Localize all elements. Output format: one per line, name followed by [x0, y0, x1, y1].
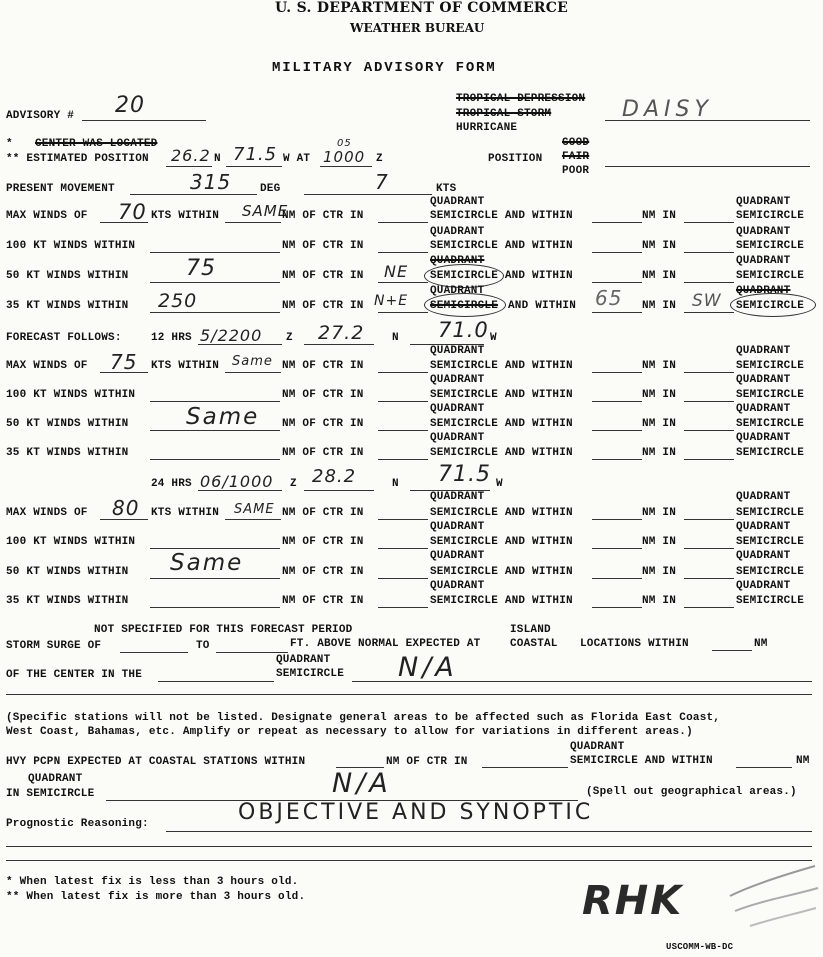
and-within-text: AND WITHIN: [504, 240, 573, 252]
quadrant-label: QUADRANT: [430, 374, 485, 386]
w100-label: 100 KT WINDS WITHIN: [6, 536, 136, 548]
position-z: Z: [376, 153, 383, 165]
quadrant-label: QUADRANT: [430, 255, 485, 267]
semicircle-text: SEMICIRCLE: [430, 447, 499, 459]
storm-name: DAISY: [622, 97, 713, 122]
current-max-wind: 70: [118, 200, 147, 224]
quadrant-label: QUADRANT: [736, 255, 791, 267]
w35-label: 35 KT WINDS WITHIN: [6, 447, 129, 459]
and-within-text: AND WITHIN: [508, 300, 577, 312]
quadrant-blank-line: [378, 459, 428, 460]
quality-poor: POOR: [562, 165, 590, 177]
pcpn-nm: NM: [796, 755, 810, 767]
and-within-blank-line: [592, 578, 642, 579]
nm-ctr-in-label: NM OF CTR IN: [282, 210, 364, 222]
semicircle-text: SEMICIRCLE: [430, 418, 499, 430]
semicircle-and-within-label: [430, 507, 573, 519]
pcpn-within-line: [736, 767, 792, 768]
surge-quad-line: [158, 681, 274, 682]
w50-label: 50 KT WINDS WITHIN: [6, 270, 129, 282]
nm-ctr-in-label: NM OF CTR IN: [282, 240, 364, 252]
current-max-wind-line: [100, 222, 148, 223]
quadrant-label: QUADRANT: [430, 550, 485, 562]
w35-nm-line: [150, 312, 280, 313]
and-within-text: AND WITHIN: [504, 360, 573, 372]
nm-in-label: NM IN: [642, 595, 677, 607]
nm-in-blank-line: [684, 519, 734, 520]
w50-nm-line: [150, 430, 280, 431]
w50-nm-line: [150, 282, 280, 283]
pcpn-quadrant: QUADRANT: [570, 741, 625, 753]
semicircle-and-within-label: [430, 536, 573, 548]
hrs24-label: 24 HRS: [151, 478, 192, 490]
pcpn-in-semicircle: IN SEMICIRCLE: [6, 788, 95, 800]
nm-in-blank-line: [684, 607, 734, 608]
movement-deg-line: [130, 194, 257, 195]
surge-not-specified: NOT SPECIFIED FOR THIS FORECAST PERIOD: [94, 624, 353, 636]
position-lat: 26.2: [171, 146, 211, 165]
kts-within-label: KTS WITHIN: [151, 507, 220, 519]
kts-within-label: KTS WITHIN: [151, 360, 220, 372]
w100-blank-line: [150, 548, 280, 549]
note-line2: West Coast, Bahamas, etc. Amplify or repeat as necessary to allow for variations in different areas.): [6, 726, 693, 738]
quadrant-label: QUADRANT: [430, 432, 485, 444]
pcpn-label: HVY PCPN EXPECTED AT COASTAL STATIONS WITHIN: [6, 756, 306, 768]
nm-in-blank-line: [684, 459, 734, 460]
estimated-position-label: ** ESTIMATED POSITION: [6, 153, 149, 165]
fc12-w50-text: Same: [186, 404, 260, 430]
w100-blank-line: [150, 401, 280, 402]
fc24-lat-line: [304, 490, 374, 491]
prognostic-label: Prognostic Reasoning:: [6, 818, 149, 830]
nm-in-label: NM IN: [642, 300, 677, 312]
signature-initials: RHK: [582, 878, 684, 924]
and-within-blank-line: [592, 548, 642, 549]
advisory-label: ADVISORY #: [6, 110, 75, 122]
forecast-follows-label: FORECAST FOLLOWS:: [6, 332, 122, 344]
semicircle-label: SEMICIRCLE: [736, 566, 805, 578]
nm-in-blank-line: [684, 548, 734, 549]
surge-locations: LOCATIONS WITHIN: [580, 638, 689, 650]
w100-blank-line: [150, 252, 280, 253]
w35-label: 35 KT WINDS WITHIN: [6, 595, 129, 607]
semicircle-label: SEMICIRCLE: [736, 210, 805, 222]
max-winds-label: MAX WINDS OF: [6, 210, 88, 222]
nm-ctr-in-label: NM OF CTR IN: [282, 418, 364, 430]
fc12-z: Z: [286, 332, 293, 344]
hrs12-label: 12 HRS: [151, 332, 192, 344]
quadrant-label: QUADRANT: [430, 285, 485, 297]
position-time-small: 05: [337, 138, 352, 149]
current-w50-quad: NE: [384, 262, 409, 281]
quality-line: [605, 166, 810, 167]
quadrant-blank-line: [378, 252, 428, 253]
and-within-blank-line: [592, 519, 642, 520]
dept-title: U. S. DEPARTMENT OF COMMERCE: [275, 0, 569, 16]
quadrant-label: QUADRANT: [736, 491, 791, 503]
quadrant-blank-line: [378, 312, 428, 313]
bureau-title: WEATHER BUREAU: [350, 21, 485, 35]
current-max-within-line: [225, 222, 281, 223]
fc24-lat: 28.2: [312, 466, 357, 487]
quadrant-label: QUADRANT: [430, 226, 485, 238]
fc12-time-line: [198, 344, 282, 345]
surge-ft-above: FT. ABOVE NORMAL EXPECTED AT: [290, 638, 481, 650]
kts-within-label: KTS WITHIN: [151, 210, 220, 222]
prognostic-value: OBJECTIVE AND SYNOPTIC: [238, 800, 594, 825]
surge-from-line: [120, 652, 188, 653]
nm-ctr-in-label: NM OF CTR IN: [282, 507, 364, 519]
nm-in-blank-line: [684, 430, 734, 431]
semicircle-label: SEMICIRCLE: [736, 300, 805, 312]
fc12-lat-line: [304, 344, 374, 345]
and-within-blank-line: [592, 430, 642, 431]
and-within-blank-line: [592, 282, 642, 283]
fc12-max-wind-line: [100, 372, 148, 373]
and-within-text: AND WITHIN: [504, 536, 573, 548]
quadrant-label: QUADRANT: [430, 345, 485, 357]
current-w35-and-quad: SW: [692, 291, 722, 311]
semicircle-text: SEMICIRCLE: [430, 210, 499, 222]
semicircle-and-within-label: [430, 389, 573, 401]
quadrant-label: QUADRANT: [736, 580, 791, 592]
quadrant-label: QUADRANT: [736, 521, 791, 533]
advisory-number-line: [82, 120, 206, 121]
fc12-w: W: [490, 332, 497, 344]
and-within-blank-line: [592, 607, 642, 608]
pcpn-semicircle-and: SEMICIRCLE AND WITHIN: [570, 755, 713, 767]
quadrant-label: QUADRANT: [736, 432, 791, 444]
quadrant-label: QUADRANT: [736, 550, 791, 562]
nm-ctr-in-label: NM OF CTR IN: [282, 595, 364, 607]
quadrant-blank-line: [378, 401, 428, 402]
signature-scribble: [720, 856, 820, 936]
surge-value: N/A: [398, 652, 458, 683]
surge-coastal: COASTAL: [510, 638, 558, 650]
nm-in-blank-line: [684, 282, 734, 283]
nm-in-blank-line: [684, 578, 734, 579]
semicircle-and-within-label: [430, 418, 573, 430]
semicircle-text: SEMICIRCLE: [430, 389, 499, 401]
nm-in-label: NM IN: [642, 507, 677, 519]
fc24-lon: 71.5: [438, 462, 491, 487]
semicircle-circle-mark: [424, 293, 506, 317]
nm-ctr-in-label: NM OF CTR IN: [282, 270, 364, 282]
quadrant-label: QUADRANT: [736, 226, 791, 238]
quadrant-blank-line: [378, 282, 428, 283]
semicircle-text: SEMICIRCLE: [430, 240, 499, 252]
quadrant-label: QUADRANT: [736, 285, 791, 297]
max-winds-label: MAX WINDS OF: [6, 360, 88, 372]
fc24-max-wind-line: [100, 519, 148, 520]
nm-ctr-in-label: NM OF CTR IN: [282, 536, 364, 548]
surge-to-line: [216, 652, 288, 653]
semicircle-label: SEMICIRCLE: [736, 418, 805, 430]
semicircle-label: SEMICIRCLE: [736, 536, 805, 548]
nm-in-label: NM IN: [642, 360, 677, 372]
fc24-max-within: SAME: [234, 502, 275, 517]
quadrant-blank-line: [378, 430, 428, 431]
quadrant-blank-line: [378, 372, 428, 373]
semicircle-and-within-label: [430, 566, 573, 578]
surge-center-in: OF THE CENTER IN THE: [6, 669, 143, 681]
semicircle-and-within-label: [430, 595, 573, 607]
surge-quadrant: QUADRANT: [276, 654, 331, 666]
semicircle-label: SEMICIRCLE: [736, 507, 805, 519]
quality-good: GOOD: [562, 137, 590, 149]
w50-label: 50 KT WINDS WITHIN: [6, 418, 129, 430]
nm-in-label: NM IN: [642, 389, 677, 401]
movement-kts-line: [304, 194, 432, 195]
blank-rule: [6, 694, 812, 695]
and-within-text: AND WITHIN: [504, 507, 573, 519]
movement-kts-label: KTS: [436, 183, 457, 195]
quality-fair: FAIR: [562, 151, 590, 163]
fc12-n: N: [392, 332, 399, 344]
quadrant-blank-line: [378, 519, 428, 520]
current-max-within: SAME: [242, 202, 289, 220]
nm-in-label: NM IN: [642, 536, 677, 548]
storm-name-line: [605, 120, 810, 121]
nm-ctr-in-label: NM OF CTR IN: [282, 566, 364, 578]
nm-in-label: NM IN: [642, 210, 677, 222]
nm-in-label: NM IN: [642, 566, 677, 578]
quadrant-blank-line: [378, 548, 428, 549]
nm-ctr-in-label: NM OF CTR IN: [282, 389, 364, 401]
position-lon-line: [226, 166, 282, 167]
position-lat-line: [166, 166, 212, 167]
quadrant-label: QUADRANT: [430, 521, 485, 533]
and-within-blank-line: [592, 222, 642, 223]
center-was-located-label: CENTER WAS LOCATED: [35, 138, 158, 150]
footnote-1: * When latest fix is less than 3 hours old.: [6, 876, 299, 888]
form-code: USCOMM-WB-DC: [666, 942, 734, 952]
and-within-blank-line: [592, 252, 642, 253]
max-winds-label: MAX WINDS OF: [6, 507, 88, 519]
current-w35-and-nm: 65: [595, 286, 623, 310]
fc24-w: W: [496, 478, 503, 490]
fc12-lat: 27.2: [318, 322, 365, 344]
quadrant-label: QUADRANT: [736, 403, 791, 415]
surge-to: TO: [196, 640, 210, 652]
nm-in-label: NM IN: [642, 418, 677, 430]
blank-rule: [6, 846, 812, 847]
w35-label: 35 KT WINDS WITHIN: [6, 300, 129, 312]
w35-nm-line: [150, 459, 280, 460]
advisory-number: 20: [115, 93, 145, 118]
position-time: 1000: [323, 148, 366, 166]
semicircle-and-within-label: [430, 240, 573, 252]
fc24-z: Z: [290, 478, 297, 490]
surge-nm: NM: [754, 638, 768, 650]
current-w35-quad: N+E: [374, 293, 409, 309]
and-within-blank-line: [592, 459, 642, 460]
semicircle-text: SEMICIRCLE: [430, 300, 499, 312]
and-within-blank-line: [592, 372, 642, 373]
nm-ctr-in-label: NM OF CTR IN: [282, 447, 364, 459]
nm-in-blank-line: [684, 252, 734, 253]
present-movement-label: PRESENT MOVEMENT: [6, 183, 115, 195]
semicircle-circle-mark: [730, 293, 816, 317]
note-line1: (Specific stations will not be listed. Designate general areas to be affected such as Florida East Coast,: [6, 712, 721, 724]
quadrant-label: QUADRANT: [430, 491, 485, 503]
position-n: N: [214, 153, 221, 165]
semicircle-text: SEMICIRCLE: [430, 507, 499, 519]
footnote-2: ** When latest fix is more than 3 hours old.: [6, 891, 306, 903]
nm-ctr-in-label: NM OF CTR IN: [282, 360, 364, 372]
and-within-text: AND WITHIN: [504, 418, 573, 430]
pcpn-quadrant2: QUADRANT: [28, 773, 83, 785]
semicircle-label: SEMICIRCLE: [736, 389, 805, 401]
fc24-time: 06/1000: [200, 472, 274, 491]
w50-nm-line: [150, 578, 280, 579]
semicircle-label: SEMICIRCLE: [736, 447, 805, 459]
quadrant-blank-line: [378, 607, 428, 608]
fc24-n: N: [392, 478, 399, 490]
semicircle-label: SEMICIRCLE: [736, 360, 805, 372]
quadrant-label: QUADRANT: [736, 196, 791, 208]
surge-nm-line: [712, 650, 752, 651]
w100-label: 100 KT WINDS WITHIN: [6, 240, 136, 252]
current-w50-nm: 75: [186, 256, 216, 281]
quadrant-label: QUADRANT: [430, 403, 485, 415]
and-within-text: AND WITHIN: [504, 210, 573, 222]
position-w-at: W AT: [283, 153, 311, 165]
pcpn-value: N/A: [332, 768, 392, 799]
semicircle-label: SEMICIRCLE: [736, 270, 805, 282]
movement-kts: 7: [375, 170, 389, 194]
quadrant-label: QUADRANT: [430, 580, 485, 592]
fc12-max-within: Same: [232, 354, 273, 369]
nm-in-blank-line: [684, 372, 734, 373]
pcpn-spell-out: (Spell out geographical areas.): [586, 786, 797, 798]
fc24-max-wind: 80: [112, 496, 140, 520]
movement-deg-label: DEG: [260, 183, 281, 195]
nm-in-label: NM IN: [642, 447, 677, 459]
quadrant-label: QUADRANT: [430, 196, 485, 208]
quadrant-label: QUADRANT: [736, 374, 791, 386]
and-within-text: AND WITHIN: [504, 447, 573, 459]
nm-in-blank-line: [684, 312, 734, 313]
surge-value-line: [352, 681, 812, 682]
nm-in-blank-line: [684, 401, 734, 402]
fc24-time-line: [198, 490, 282, 491]
semicircle-text: SEMICIRCLE: [430, 536, 499, 548]
quadrant-blank-line: [378, 222, 428, 223]
surge-island: ISLAND: [510, 624, 551, 636]
w100-label: 100 KT WINDS WITHIN: [6, 389, 136, 401]
semicircle-text: SEMICIRCLE: [430, 595, 499, 607]
semicircle-text: SEMICIRCLE: [430, 270, 499, 282]
semicircle-and-within-label: [430, 447, 573, 459]
nm-in-blank-line: [684, 222, 734, 223]
and-within-text: AND WITHIN: [504, 389, 573, 401]
semicircle-text: SEMICIRCLE: [430, 566, 499, 578]
position-quality-label: POSITION: [488, 153, 543, 165]
position-time-line: [320, 166, 372, 167]
fc12-lon: 71.0: [438, 318, 489, 342]
w50-label: 50 KT WINDS WITHIN: [6, 566, 129, 578]
quadrant-blank-line: [378, 578, 428, 579]
fc12-max-within-line: [225, 372, 281, 373]
fc12-max-wind: 75: [110, 350, 138, 374]
position-lon: 71.5: [233, 144, 278, 165]
fc24-max-within-line: [225, 519, 281, 520]
surge-label: STORM SURGE OF: [6, 640, 102, 652]
type-hurricane: HURRICANE: [456, 122, 518, 134]
prognostic-line: [166, 831, 812, 832]
surge-semicircle: SEMICIRCLE: [276, 668, 345, 680]
type-tropical-depression: TROPICAL DEPRESSION: [456, 93, 586, 105]
nm-in-label: NM IN: [642, 240, 677, 252]
pcpn-quad-line: [482, 767, 568, 768]
fc24-w50-text: Same: [170, 550, 244, 576]
form-title: MILITARY ADVISORY FORM: [272, 60, 497, 76]
movement-deg: 315: [190, 170, 232, 194]
quadrant-label: QUADRANT: [736, 345, 791, 357]
fc12-time: 5/2200: [200, 326, 263, 345]
semicircle-label: SEMICIRCLE: [736, 595, 805, 607]
w35-nm-line: [150, 607, 280, 608]
semicircle-label: SEMICIRCLE: [736, 240, 805, 252]
semicircle-text: SEMICIRCLE: [430, 360, 499, 372]
nm-in-label: NM IN: [642, 270, 677, 282]
type-tropical-storm: TROPICAL STORM: [456, 108, 552, 120]
star-label: *: [6, 138, 13, 150]
current-w35-nm: 250: [158, 290, 198, 312]
nm-ctr-in-label: NM OF CTR IN: [282, 300, 364, 312]
and-within-text: AND WITHIN: [504, 595, 573, 607]
and-within-blank-line: [592, 401, 642, 402]
semicircle-and-within-label: [430, 210, 573, 222]
and-within-text: AND WITHIN: [504, 566, 573, 578]
and-within-text: AND WITHIN: [504, 270, 573, 282]
blank-rule: [6, 860, 812, 861]
semicircle-and-within-label: [430, 360, 573, 372]
pcpn-nm-ctr: NM OF CTR IN: [386, 756, 468, 768]
and-within-blank-line: [592, 312, 642, 313]
